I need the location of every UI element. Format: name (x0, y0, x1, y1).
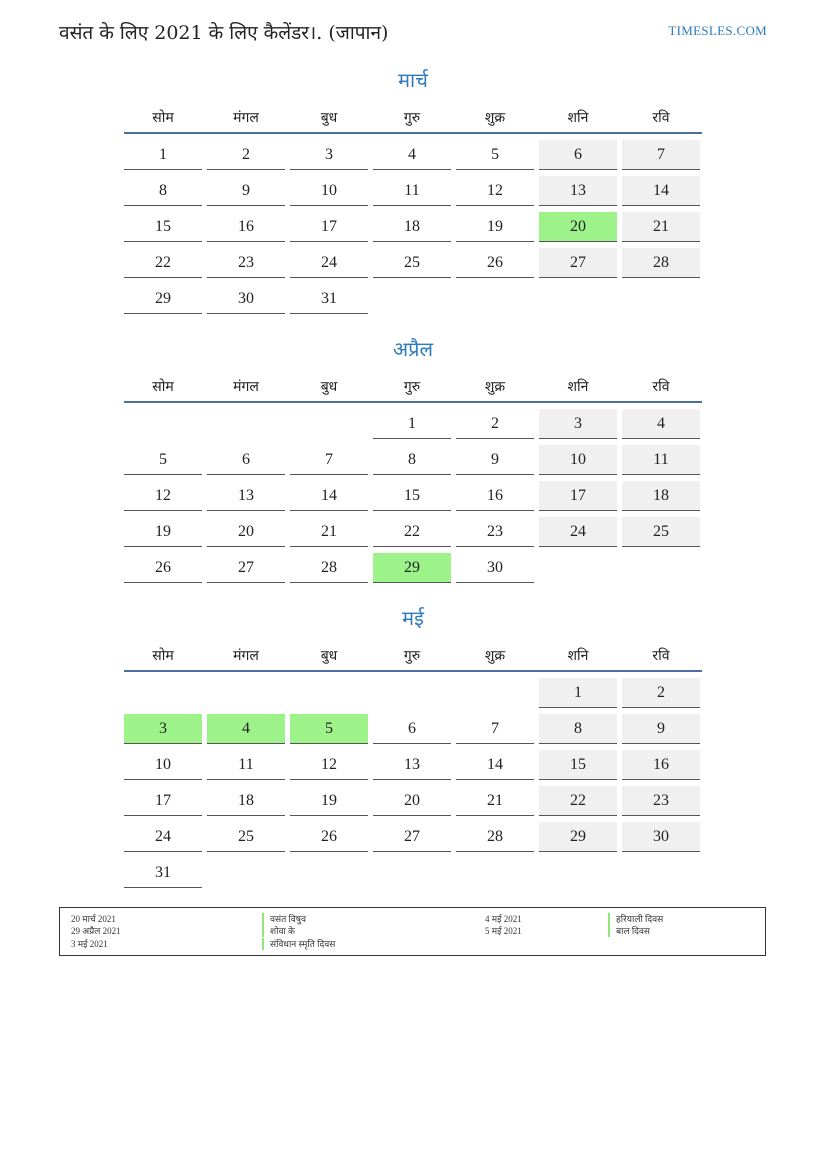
week-row (124, 209, 702, 245)
empty-day-cell (622, 284, 700, 314)
day-cell[interactable]: 17 (290, 212, 368, 242)
weekday-label: गुरु (403, 378, 421, 395)
day-cell[interactable]: 31 (124, 858, 202, 888)
day-cell[interactable]: 19 (290, 786, 368, 816)
weekday-label: रवि (652, 109, 670, 126)
day-cell[interactable]: 19 (124, 517, 202, 547)
weekday-label: मंगल (233, 109, 259, 126)
day-cell[interactable]: 9 (207, 176, 285, 206)
empty-day-cell (290, 409, 368, 439)
weekday-label: शनि (567, 378, 589, 395)
day-cell[interactable]: 30 (456, 553, 534, 583)
legend-date: 3 मई 2021 (71, 939, 108, 949)
site-link[interactable]: TIMESLES.COM (668, 23, 767, 38)
weekday-label: शुक्र (484, 647, 506, 664)
day-cell[interactable]: 3 (124, 714, 202, 744)
day-cell[interactable]: 18 (373, 212, 451, 242)
empty-day-cell (207, 678, 285, 708)
day-cell[interactable]: 5 (124, 445, 202, 475)
day-cell[interactable]: 7 (456, 714, 534, 744)
legend-date: 29 अप्रैल 2021 (71, 926, 121, 936)
day-cell[interactable]: 29 (124, 284, 202, 314)
day-cell[interactable]: 29 (539, 822, 617, 852)
month-block (124, 65, 702, 317)
weekday-label: शुक्र (484, 109, 506, 126)
day-cell[interactable]: 22 (124, 248, 202, 278)
empty-day-cell (290, 858, 368, 888)
day-cell[interactable]: 16 (207, 212, 285, 242)
day-cell[interactable]: 30 (622, 822, 700, 852)
day-cell[interactable]: 14 (290, 481, 368, 511)
day-cell[interactable]: 14 (456, 750, 534, 780)
day-cell[interactable]: 1 (373, 409, 451, 439)
day-cell[interactable]: 12 (290, 750, 368, 780)
week-row (124, 173, 702, 209)
day-cell[interactable]: 8 (539, 714, 617, 744)
day-cell[interactable]: 26 (456, 248, 534, 278)
empty-day-cell (622, 553, 700, 583)
empty-day-cell (539, 553, 617, 583)
day-cell[interactable]: 17 (539, 481, 617, 511)
day-cell[interactable]: 26 (290, 822, 368, 852)
day-cell[interactable]: 22 (373, 517, 451, 547)
day-cell[interactable]: 10 (124, 750, 202, 780)
empty-day-cell (373, 284, 451, 314)
empty-day-cell (622, 858, 700, 888)
day-cell[interactable]: 3 (290, 140, 368, 170)
weekday-label: सोम (152, 647, 174, 664)
weekday-label: शनि (567, 647, 589, 664)
weekday-label: बुध (320, 109, 338, 126)
empty-day-cell (290, 678, 368, 708)
month-title: अप्रैल (392, 337, 434, 361)
holiday-legend (59, 907, 766, 956)
day-cell[interactable]: 1 (124, 140, 202, 170)
day-cell[interactable]: 20 (373, 786, 451, 816)
day-cell[interactable]: 27 (207, 553, 285, 583)
weekday-label: रवि (652, 647, 670, 664)
day-cell[interactable]: 21 (290, 517, 368, 547)
weekday-label: गुरु (403, 109, 421, 126)
day-cell[interactable]: 8 (124, 176, 202, 206)
week-row (124, 783, 702, 819)
legend-date: 5 मई 2021 (485, 926, 522, 936)
empty-day-cell (456, 284, 534, 314)
empty-day-cell (456, 858, 534, 888)
weekday-label: मंगल (233, 647, 259, 664)
empty-day-cell (456, 678, 534, 708)
week-row (124, 550, 702, 586)
weekday-label: शनि (567, 109, 589, 126)
day-cell[interactable]: 11 (207, 750, 285, 780)
empty-day-cell (539, 858, 617, 888)
month-title: मार्च (398, 68, 428, 92)
day-cell[interactable]: 13 (207, 481, 285, 511)
day-cell[interactable]: 9 (622, 714, 700, 744)
empty-day-cell (124, 409, 202, 439)
day-cell[interactable]: 5 (456, 140, 534, 170)
day-cell[interactable]: 29 (373, 553, 451, 583)
day-cell[interactable]: 30 (207, 284, 285, 314)
day-cell[interactable]: 25 (622, 517, 700, 547)
day-cell[interactable]: 6 (373, 714, 451, 744)
week-row (124, 442, 702, 478)
day-cell[interactable]: 10 (290, 176, 368, 206)
empty-day-cell (373, 858, 451, 888)
day-cell[interactable]: 11 (622, 445, 700, 475)
day-cell[interactable]: 16 (622, 750, 700, 780)
day-cell[interactable]: 2 (456, 409, 534, 439)
month-title: मई (402, 606, 424, 630)
day-cell[interactable]: 2 (207, 140, 285, 170)
day-cell[interactable]: 15 (124, 212, 202, 242)
day-cell[interactable]: 18 (207, 786, 285, 816)
week-row (124, 514, 702, 550)
day-cell[interactable]: 23 (207, 248, 285, 278)
weekday-header (124, 640, 702, 672)
day-cell[interactable]: 16 (456, 481, 534, 511)
day-cell[interactable]: 24 (290, 248, 368, 278)
day-cell[interactable]: 31 (290, 284, 368, 314)
day-cell[interactable]: 11 (373, 176, 451, 206)
legend-holiday-name: शोवा के (262, 925, 295, 937)
day-cell[interactable]: 19 (456, 212, 534, 242)
day-cell[interactable]: 6 (207, 445, 285, 475)
day-cell[interactable]: 7 (290, 445, 368, 475)
day-cell[interactable]: 5 (290, 714, 368, 744)
day-cell[interactable]: 4 (207, 714, 285, 744)
day-cell[interactable]: 20 (539, 212, 617, 242)
month-block (124, 603, 702, 891)
day-cell[interactable]: 28 (290, 553, 368, 583)
day-cell[interactable]: 2 (622, 678, 700, 708)
month-block (124, 334, 702, 586)
day-cell[interactable]: 23 (622, 786, 700, 816)
empty-day-cell (373, 678, 451, 708)
day-cell[interactable]: 8 (373, 445, 451, 475)
week-row (124, 855, 702, 891)
week-row (124, 711, 702, 747)
day-cell[interactable]: 25 (207, 822, 285, 852)
day-cell[interactable]: 9 (456, 445, 534, 475)
empty-day-cell (207, 409, 285, 439)
day-cell[interactable]: 13 (373, 750, 451, 780)
day-cell[interactable]: 7 (622, 140, 700, 170)
day-cell[interactable]: 6 (539, 140, 617, 170)
day-cell[interactable]: 27 (539, 248, 617, 278)
weekday-header (124, 102, 702, 134)
weekday-header (124, 371, 702, 403)
week-row (124, 245, 702, 281)
day-cell[interactable]: 22 (539, 786, 617, 816)
day-cell[interactable]: 23 (456, 517, 534, 547)
day-cell[interactable]: 26 (124, 553, 202, 583)
week-row (124, 281, 702, 317)
day-cell[interactable]: 28 (622, 248, 700, 278)
legend-date: 4 मई 2021 (485, 914, 522, 924)
week-row (124, 137, 702, 173)
day-cell[interactable]: 10 (539, 445, 617, 475)
week-row (124, 478, 702, 514)
legend-holiday-name: वसंत विषुव (262, 913, 306, 925)
day-cell[interactable]: 4 (622, 409, 700, 439)
weekday-label: बुध (320, 647, 338, 664)
legend-holiday-name: हरियाली दिवस (608, 913, 663, 925)
weekday-label: गुरु (403, 647, 421, 664)
empty-day-cell (539, 284, 617, 314)
day-cell[interactable]: 28 (456, 822, 534, 852)
day-cell[interactable]: 14 (622, 176, 700, 206)
day-cell[interactable]: 20 (207, 517, 285, 547)
day-cell[interactable]: 24 (539, 517, 617, 547)
week-row (124, 406, 702, 442)
day-cell[interactable]: 4 (373, 140, 451, 170)
day-cell[interactable]: 3 (539, 409, 617, 439)
legend-holiday-name: संविधान स्मृति दिवस (262, 938, 335, 950)
day-cell[interactable]: 12 (456, 176, 534, 206)
day-cell[interactable]: 15 (373, 481, 451, 511)
day-cell[interactable]: 24 (124, 822, 202, 852)
weekday-label: बुध (320, 378, 338, 395)
weekday-label: सोम (152, 109, 174, 126)
weekday-label: रवि (652, 378, 670, 395)
weekday-label: मंगल (233, 378, 259, 395)
legend-holiday-name: बाल दिवस (608, 925, 650, 937)
page-title: वसंत के लिए 2021 के लिए कैलेंडर।. (जापान) (59, 22, 389, 44)
empty-day-cell (124, 678, 202, 708)
day-cell[interactable]: 12 (124, 481, 202, 511)
legend-date: 20 मार्च 2021 (71, 914, 116, 924)
week-row (124, 747, 702, 783)
weekday-label: सोम (152, 378, 174, 395)
day-cell[interactable]: 15 (539, 750, 617, 780)
day-cell[interactable]: 17 (124, 786, 202, 816)
week-row (124, 675, 702, 711)
week-row (124, 819, 702, 855)
day-cell[interactable]: 13 (539, 176, 617, 206)
day-cell[interactable]: 21 (456, 786, 534, 816)
day-cell[interactable]: 1 (539, 678, 617, 708)
day-cell[interactable]: 25 (373, 248, 451, 278)
weekday-label: शुक्र (484, 378, 506, 395)
day-cell[interactable]: 27 (373, 822, 451, 852)
day-cell[interactable]: 18 (622, 481, 700, 511)
day-cell[interactable]: 21 (622, 212, 700, 242)
empty-day-cell (207, 858, 285, 888)
